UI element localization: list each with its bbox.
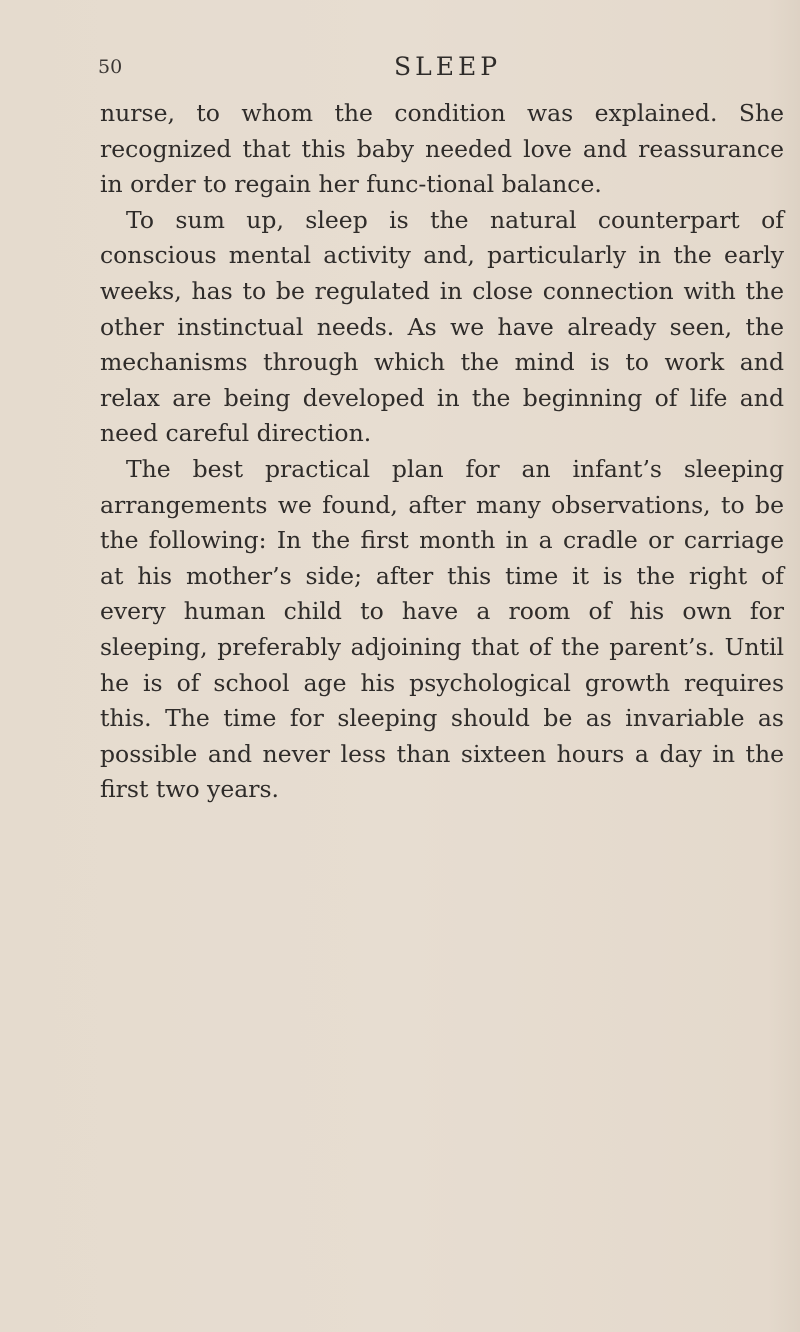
paragraph-sleeping-arrangements: The best practical plan for an infant’s sleeping arrangements we found, after many observations, to be the following: In the first month in a cradle or carriage at his mother’s side; after this time it is the right of every human child to have a room of his own for sleeping, preferably adjoining that of the parent’s. Until he is of school age his psychological growth requires this. The time for sleeping should be as invariable as possible and never less than sixteen hours a day in the first two years. <box>100 454 784 804</box>
running-head <box>98 52 798 88</box>
page-number: 50 <box>98 56 123 78</box>
paragraph-summary: To sum up, sleep is the natural counterpart of conscious mental activity and, particularly in the early weeks, has to be regulated in close connection with the other instinctual needs. As we have already seen, the mechanisms through which the mind is to work and relax are being developed in the beginning of life and need careful direction. <box>100 205 784 448</box>
body-text <box>100 96 784 808</box>
chapter-title: SLEEP <box>394 52 502 81</box>
paragraph-continuation: nurse, to whom the condition was explained. She recognized that this baby needed love and reassurance in order to regain her func-tional balance. <box>100 99 784 199</box>
